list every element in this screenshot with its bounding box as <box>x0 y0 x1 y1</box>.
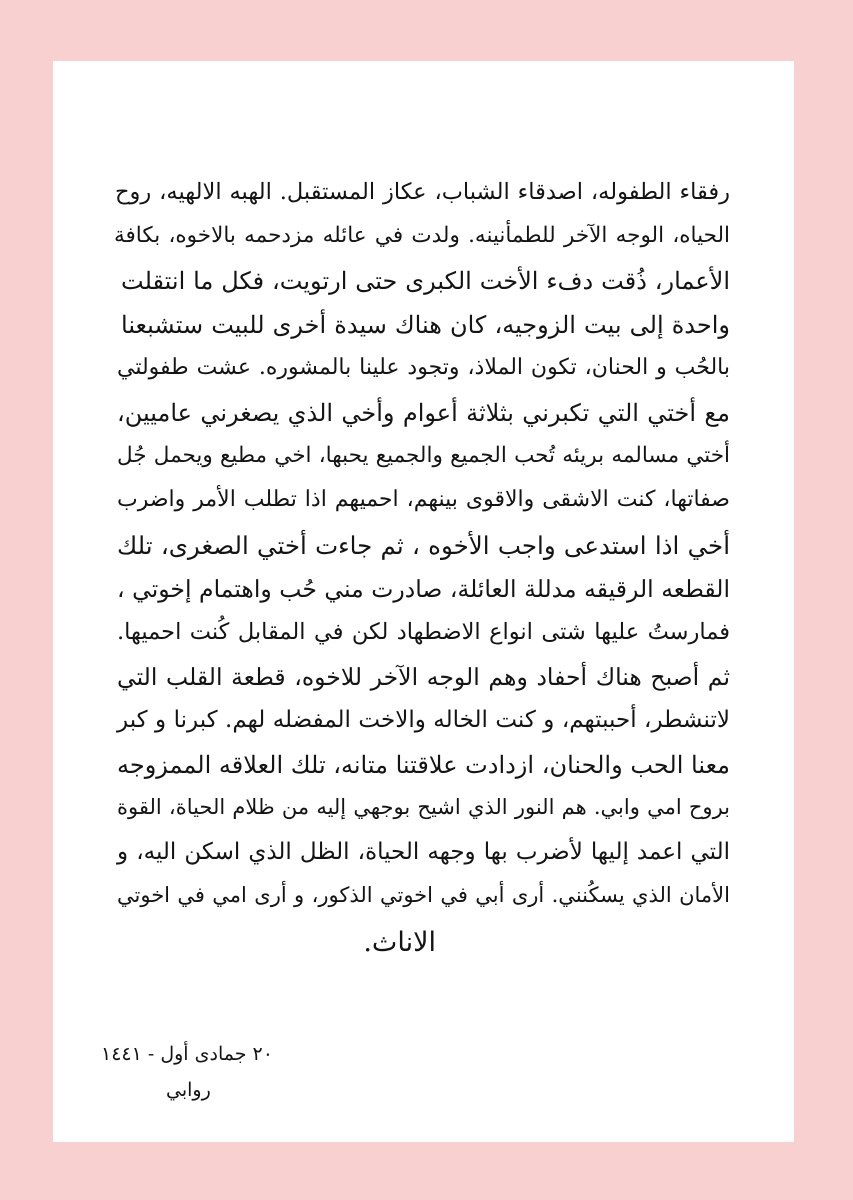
text-line: القطعه الرقيقه مدللة العائلة، صادرت مني حُب واهتمام إخوتي ، <box>117 575 730 603</box>
text-line: الأعمار، ذُقت دفء الأخت الكبرى حتى ارتويت، فكل ما انتقلت <box>121 267 730 295</box>
text-line: مع أختي التي تكبرني بثلاثة أعوام وأخي الذي يصغرني عاميين، <box>117 399 730 427</box>
text-line: أخي اذا استدعى واجب الأخوه ، ثم جاءت أختي الصغرى، تلك <box>117 531 730 560</box>
text-line: واحدة إلى بيت الزوجيه، كان هناك سيدة أخرى للبيت ستشبعنا <box>121 311 730 339</box>
text-line: الاناث. <box>363 927 436 958</box>
document-page <box>53 61 794 1142</box>
text-line: معنا الحب والحنان، ازدادت علاقتنا متانه، تلك العلاقه الممزوجه <box>117 751 730 779</box>
text-line: رفقاء الطفوله، اصدقاء الشباب، عكاز المستقبل. الهبه الالهيه، روح <box>115 179 730 205</box>
signature-author: روابي <box>166 1079 211 1101</box>
text-line: الأمان الذي يسكُنني. أرى أبي في اخوتي الذكور، و أرى امي في اخوتي <box>117 883 730 907</box>
text-line: فمارستُ عليها شتى انواع الاضطهاد لكن في المقابل كُنت احميها. <box>117 619 730 645</box>
text-line: بالحُب و الحنان، تكون الملاذ، وتجود علينا بالمشوره. عشت طفولتي <box>117 355 730 380</box>
text-line: التي اعمد إليها لأضرب بها وجهه الحياة، الظل الذي اسكن اليه، و <box>117 839 730 865</box>
text-line: بروح امي وابي. هم النور الذي اشيح بوجهي إليه من ظلام الحياة، القوة <box>117 795 730 819</box>
text-line: صفاتها، كنت الاشقى والاقوى بينهم، احميهم اذا تطلب الأمر واضرب <box>117 487 730 512</box>
text-line: أختي مسالمه بريئه تُحب الجميع والجميع يحبها، اخي مطيع ويحمل جُل <box>117 443 730 468</box>
text-line: لاتنشطر، أحببتهم، و كنت الخاله والاخت المفضله لهم. كبرنا و كبر <box>117 707 730 733</box>
text-line: الحياه، الوجه الآخر للطمأنينه. ولدت في عائله مزدحمه بالاخوه، بكافة <box>114 223 730 248</box>
text-line: ثم أصبح هناك أحفاد وهم الوجه الآخر للاخوه، قطعة القلب التي <box>117 663 730 691</box>
signature-date: ٢٠ جمادى أول - ١٤٤١ <box>101 1043 273 1065</box>
